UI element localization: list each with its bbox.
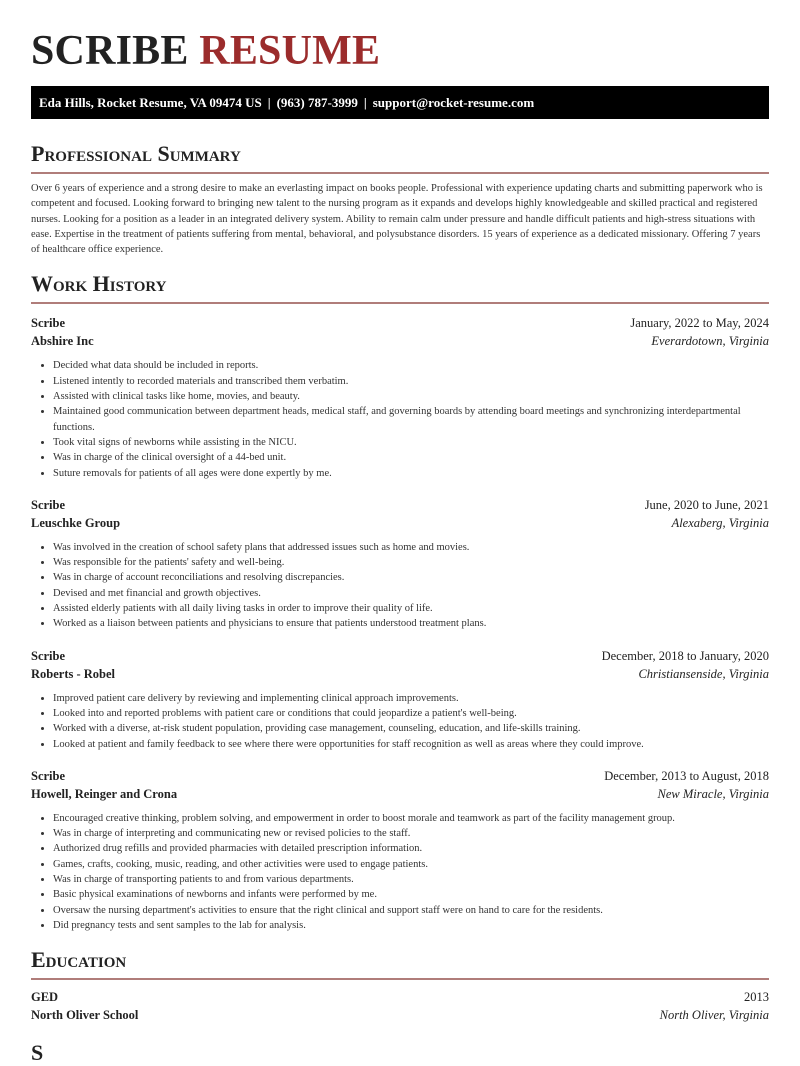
job-title: Scribe xyxy=(31,316,66,331)
job-location: New Miracle, Virginia xyxy=(657,786,769,801)
job-bullet: • Looked into and reported problems with patient care or conditions that could jeopardize a patient's well-being. xyxy=(53,706,769,721)
job-title: Scribe xyxy=(31,768,66,783)
job-company: Roberts - Robel xyxy=(31,666,116,681)
job-bullet: • Oversaw the nursing department's activities to ensure that the right clinical and support staff were on hand to care for the residents. xyxy=(53,903,769,918)
job-company: Howell, Reinger and Crona xyxy=(31,786,178,801)
job-bullet: • Worked as a liaison between patients and physicians to ensure that patients understood treatment plans. xyxy=(53,616,769,631)
job-title: Scribe xyxy=(31,648,66,663)
job-dates: June, 2020 to June, 2021 xyxy=(644,497,769,512)
job-location: Christiansenside, Virginia xyxy=(638,666,769,681)
job-company: Leuschke Group xyxy=(31,515,121,530)
job-entry xyxy=(31,497,769,632)
section-heading-partial: S xyxy=(31,1040,44,1066)
job-bullet: • Assisted elderly patients with all daily living tasks in order to improve their quality of life. xyxy=(53,601,769,616)
title-part-1: SCRIBE xyxy=(31,28,189,74)
job-bullet: • Authorized drug refills and provided pharmacies with detailed prescription information. xyxy=(53,841,769,856)
education-location: North Oliver, Virginia xyxy=(659,1008,769,1023)
job-bullet: • Worked with a diverse, at-risk student population, providing case management, counseling, education, and life-skills training. xyxy=(53,721,769,736)
job-entry xyxy=(31,315,769,480)
education-year: 2013 xyxy=(744,990,769,1005)
job-bullets xyxy=(31,540,769,632)
section-divider xyxy=(31,302,769,304)
job-bullet: • Was in charge of account reconciliations and resolving discrepancies. xyxy=(53,570,769,585)
title-part-2: RESUME xyxy=(199,28,381,74)
job-bullet: • Was involved in the creation of school safety plans that addressed issues such as home and movies. xyxy=(53,540,769,555)
contact-phone: (963) 787-3999 xyxy=(276,95,358,110)
contact-address: Eda Hills, Rocket Resume, VA 09474 US xyxy=(39,95,262,110)
job-bullet: • Took vital signs of newborns while assisting in the NICU. xyxy=(53,435,769,450)
job-bullets xyxy=(31,691,769,752)
job-bullet: • Suture removals for patients of all ages were done expertly by me. xyxy=(53,466,769,481)
contact-bar xyxy=(31,86,769,119)
job-bullet: • Maintained good communication between department heads, medical staff, and governing boards by attending board meetings and synchronizing interdepartmental functions. xyxy=(53,404,769,435)
job-bullet: • Was responsible for the patients' safety and well-being. xyxy=(53,555,769,570)
contact-separator: | xyxy=(363,95,367,110)
section-divider xyxy=(31,978,769,980)
education-degree: GED xyxy=(31,990,59,1005)
contact-separator: | xyxy=(267,95,271,110)
job-title: Scribe xyxy=(31,497,66,512)
job-bullet: • Did pregnancy tests and sent samples to the lab for analysis. xyxy=(53,918,769,933)
contact-email[interactable]: support@rocket-resume.com xyxy=(372,95,535,110)
job-bullet: • Looked at patient and family feedback to see where there were opportunities for staff recognition as well as areas where they could improve. xyxy=(53,737,769,752)
education-school: North Oliver School xyxy=(31,1008,139,1023)
job-bullet: • Basic physical examinations of newborns and infants were performed by me. xyxy=(53,887,769,902)
job-bullets xyxy=(31,811,769,933)
job-bullet: • Assisted with clinical tasks like home, movies, and beauty. xyxy=(53,389,769,404)
summary-text: Over 6 years of experience and a strong desire to make an everlasting impact on books people. Professional with experience updating charts and submitting paperwork who is competent and focused. Looking forward to bringing new talent to the nursing program as it expands and develops highly knowledgeable and skilled practical and registered nurses. Looking for a position as a leader in an integrated delivery system. Ability to remain calm under pressure and handle difficult patients and high-stress situations with ease. Expertise in the treatment of patients suffering from mental, behavioral, and polysubstance disorders. 15 years of experience as a dedicated missionary. Offering 7 years of healthcare office experience. xyxy=(31,183,763,256)
job-bullet: • Listened intently to recorded materials and transcribed them verbatim. xyxy=(53,374,769,389)
job-dates: December, 2013 to August, 2018 xyxy=(604,768,769,783)
job-entry xyxy=(31,768,769,933)
education-entry xyxy=(31,989,769,1024)
section-divider xyxy=(31,172,769,174)
section-heading-education: Education xyxy=(31,947,127,973)
section-heading-work-history: Work History xyxy=(31,271,167,297)
job-bullets xyxy=(31,358,769,480)
job-bullet: • Was in charge of interpreting and communicating new or revised policies to the staff. xyxy=(53,826,769,841)
job-location: Everardotown, Virginia xyxy=(651,334,769,349)
job-bullet: • Was in charge of the clinical oversight of a 44-bed unit. xyxy=(53,450,769,465)
job-bullet: • Improved patient care delivery by reviewing and implementing clinical approach improvements. xyxy=(53,691,769,706)
job-bullet: • Decided what data should be included in reports. xyxy=(53,358,769,373)
job-dates: December, 2018 to January, 2020 xyxy=(601,648,769,663)
job-company: Abshire Inc xyxy=(31,334,94,349)
job-bullet: • Encouraged creative thinking, problem solving, and empowerment in order to boost morale and teamwork as part of the facility management group. xyxy=(53,811,769,826)
job-location: Alexaberg, Virginia xyxy=(671,515,769,530)
job-bullet: • Was in charge of transporting patients to and from various departments. xyxy=(53,872,769,887)
job-dates: January, 2022 to May, 2024 xyxy=(630,316,769,331)
resume-title xyxy=(31,0,769,86)
job-bullet: • Devised and met financial and growth objectives. xyxy=(53,586,769,601)
section-heading-summary: Professional Summary xyxy=(31,141,241,166)
job-bullet: • Games, crafts, cooking, music, reading, and other activities were used to engage patients. xyxy=(53,857,769,872)
job-entry xyxy=(31,648,769,752)
